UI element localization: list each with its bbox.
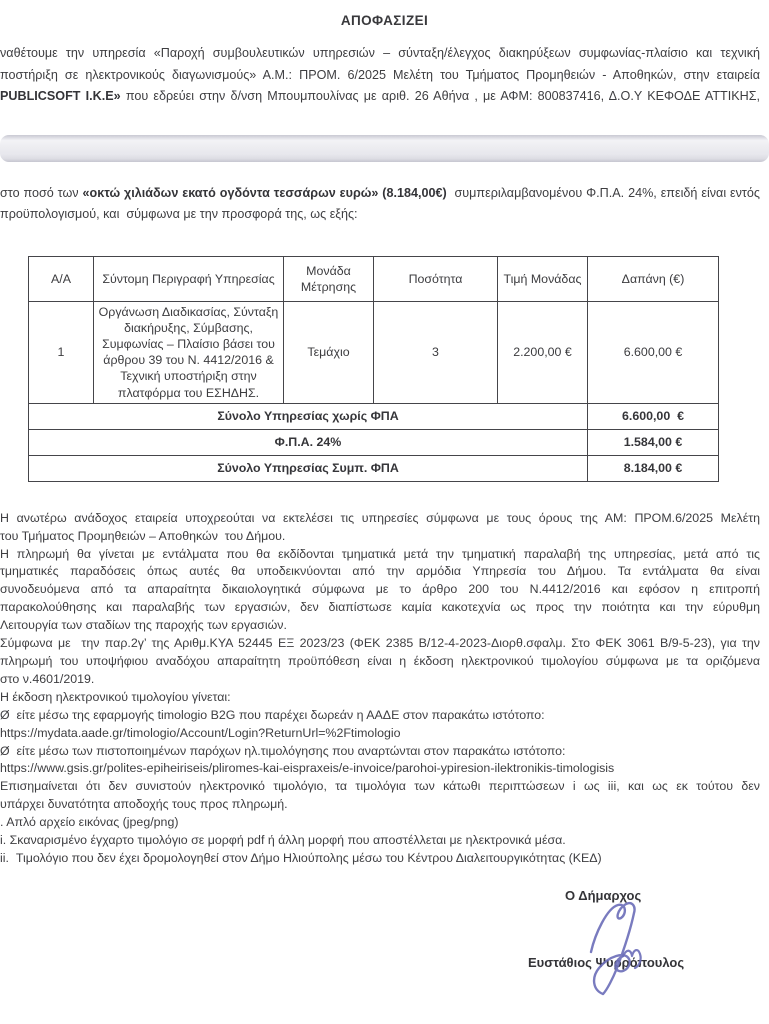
cell-unit: Τεμάχιο	[284, 301, 374, 403]
text-segment: που εδρεύει στην δ/νση Μπουμπουλίνας με αριθ. 26 Αθήνα , με ΑΦΜ: 800837416, Δ.Ο.Υ ΚΕΦΟΔΕ ΑΤΤΙΚΗΣ,	[120, 89, 760, 103]
summary-row-subtotal	[29, 403, 719, 429]
summary-amount: 8.184,00 €	[588, 455, 719, 481]
table-header-row	[29, 256, 719, 301]
text-line: συνοδευόμενα από τα απαραίτητα δικαιολογητικά σύμφωνα με το άρθρο 200 του Ν.4412/2016 και εφόσον η επιτροπή	[0, 582, 760, 597]
signature-stroke	[623, 950, 641, 968]
url-text: https://mydata.aade.gr/timologio/Account/Login?ReturnUrl=%2Ftimologio	[0, 725, 401, 740]
amount-in-words: «οκτώ χιλιάδων εκατό ογδόντα τεσσάρων ευρώ» (8.184,00€)	[82, 185, 447, 200]
summary-amount: 1.584,00 €	[588, 429, 719, 455]
text-line: του Τμήματος Προμηθειών – Αποθηκών του Δήμου.	[0, 528, 286, 543]
cell-description: Οργάνωση Διαδικασίας, Σύνταξη διακήρυξης, Σύμβασης, Συμφωνίας – Πλαίσιο βάσει του άρθρου 39 του Ν. 4412/2016 & Τεχνική υποστήριξη στην πλατφόρμα του ΕΣΗΔΗΣ.	[94, 301, 284, 403]
amount-paragraph	[0, 183, 769, 226]
summary-label: Σύνολο Υπηρεσίας χωρίς ΦΠΑ	[29, 403, 588, 429]
divider-band	[0, 135, 769, 162]
services-table	[28, 256, 719, 482]
terms-paragraph	[0, 510, 769, 868]
cell-unit-price: 2.200,00 €	[498, 301, 588, 403]
col-header-description: Σύντομη Περιγραφή Υπηρεσίας	[94, 256, 284, 301]
col-header-quantity: Ποσότητα	[374, 256, 498, 301]
text-line	[0, 183, 760, 205]
text-line: Η ανωτέρω ανάδοχος εταιρεία υποχρεούται να εκτελέσει τις υπηρεσίες σύμφωνα με τους όρους της ΑΜ: ΠΡΟΜ.6/2025 Μελέτη	[0, 510, 760, 525]
summary-row-vat	[29, 429, 719, 455]
list-item: . Απλό αρχείο εικόνας (jpeg/png)	[0, 815, 179, 830]
text-line: τμηματικές παραδόσεις όπως αυτές θα υποδεικνύονται από την αρμόδια Υπηρεσία του Δήμου. Τα εντάλματα θα είναι	[0, 564, 760, 579]
list-item: ii. Τιμολόγιο που δεν έχει δρομολογηθεί στον Δήμο Ηλιούπολης μέσω του Κέντρου Διαλειτουργικότητας (ΚΕΔ)	[0, 850, 602, 865]
cell-index: 1	[29, 301, 94, 403]
text-line: Λειτουργία των σταδίων της παροχής των εργασιών.	[0, 618, 287, 633]
cell-cost: 6.600,00 €	[588, 301, 719, 403]
signature-block	[0, 868, 769, 1013]
text-line: ποστήριξη σε ηλεκτρονικούς διαγωνισμούς» Α.Μ.: ΠΡΟΜ. 6/2025 Μελέτη του Τμήματος Προμηθειών - Αποθηκών, στην εταιρεία	[0, 67, 760, 82]
col-header-unit: Μονάδα Μέτρησης	[284, 256, 374, 301]
text-line: Σύμφωνα με την παρ.2γ’ της Αριθμ.ΚΥΑ 52445 ΕΞ 2023/23 (ΦΕΚ 2385 Β/12-4-2023-Διορθ.σφαλμ. Στο ΦΕΚ 3061 Β/9-5-23), για την	[0, 636, 760, 651]
company-name: PUBLICSOFT Ι.Κ.Ε»	[0, 89, 121, 103]
col-header-unit-price: Τιμή Μονάδας	[498, 256, 588, 301]
summary-row-total	[29, 455, 719, 481]
text-line: υπάρχει δυνατότητα αποδοχής τους προς πληρωμή.	[0, 797, 288, 812]
signature-name: Ευστάθιος Ψυρρόπουλος	[528, 954, 685, 970]
text-segment: στο ποσό των	[0, 185, 83, 200]
col-header-cost: Δαπάνη (€)	[588, 256, 719, 301]
url-text: https://www.gsis.gr/polites-epiheiriseis/pliromes-kai-eispraxeis/e-invoice/parohoi-ypiresion-ilektronikis-timologisis	[0, 761, 615, 776]
signature-role: Ο Δήμαρχος	[565, 887, 642, 903]
summary-amount: 6.600,00 €	[588, 403, 719, 429]
cell-quantity: 3	[374, 301, 498, 403]
table-row	[29, 301, 719, 403]
text-line: ναθέτουμε την υπηρεσία «Παροχή συμβουλευτικών υπηρεσιών – σύνταξη/έλεγχος διακηρύξεων συμφωνίας-πλαίσιο και τεχνική	[0, 46, 760, 60]
text-line: στο ν.4601/2019.	[0, 671, 95, 686]
list-item: i. Σκαναρισμένο έγχαρτο τιμολόγιο σε μορφή pdf ή άλλη μορφή που αποστέλλεται με ηλεκτρονικά μέσα.	[0, 833, 566, 848]
summary-label: Σύνολο Υπηρεσίας Συμπ. ΦΠΑ	[29, 455, 588, 481]
text-segment: συμπεριλαμβανομένου Φ.Π.Α. 24%, επειδή είναι εντός	[446, 185, 760, 200]
text-line: Η έκδοση ηλεκτρονικού τιμολογίου γίνεται:	[0, 689, 231, 704]
text-line: προϋπολογισμού, και σύμφωνα με την προσφορά της, ως εξής:	[0, 207, 358, 221]
bullet-line: Ø είτε μέσω της εφαρμογής timologio B2G που παρέχει δωρεάν η ΑΑΔΕ στον παρακάτω ιστότοπο:	[0, 707, 545, 722]
text-line: Επισημαίνεται ότι δεν συνιστούν ηλεκτρονικό τιμολόγιο, τα τιμολόγια των κάτωθι περιπτώσεων i ως iii, και ως εκ τούτου δεν	[0, 779, 760, 794]
text-line	[0, 86, 760, 108]
col-header-aa: Α/Α	[29, 256, 94, 301]
summary-label: Φ.Π.Α. 24%	[29, 429, 588, 455]
text-line: παρακολούθησης και παραλαβής των εργασιών, δεν διαπίστωσε καμία κακοτεχνία ως προς την ποιότητα και την εύρυθμη	[0, 600, 760, 615]
text-line: πληρωμή του υποψήφιου αναδόχου απαραίτητη προϋπόθεση είναι η έκδοση ηλεκτρονικού τιμολογίου σύμφωνα με τα οριζόμενα	[0, 653, 760, 668]
intro-paragraph	[0, 43, 769, 108]
signature-scribble	[577, 894, 672, 999]
page-title: ΑΠΟΦΑΣΙΖΕΙ	[340, 13, 429, 28]
bullet-line: Ø είτε μέσω των πιστοποιημένων παρόχων ηλ.τιμολόγησης που αναρτώνται στον παρακάτω ιστότοπο:	[0, 743, 566, 758]
text-line: Η πληρωμή θα γίνεται με εντάλματα που θα εκδίδονται τμηματικά μετά την τμηματική παραλαβή της υπηρεσίας, μετά από τις	[0, 546, 760, 561]
signature-stroke	[591, 903, 635, 994]
